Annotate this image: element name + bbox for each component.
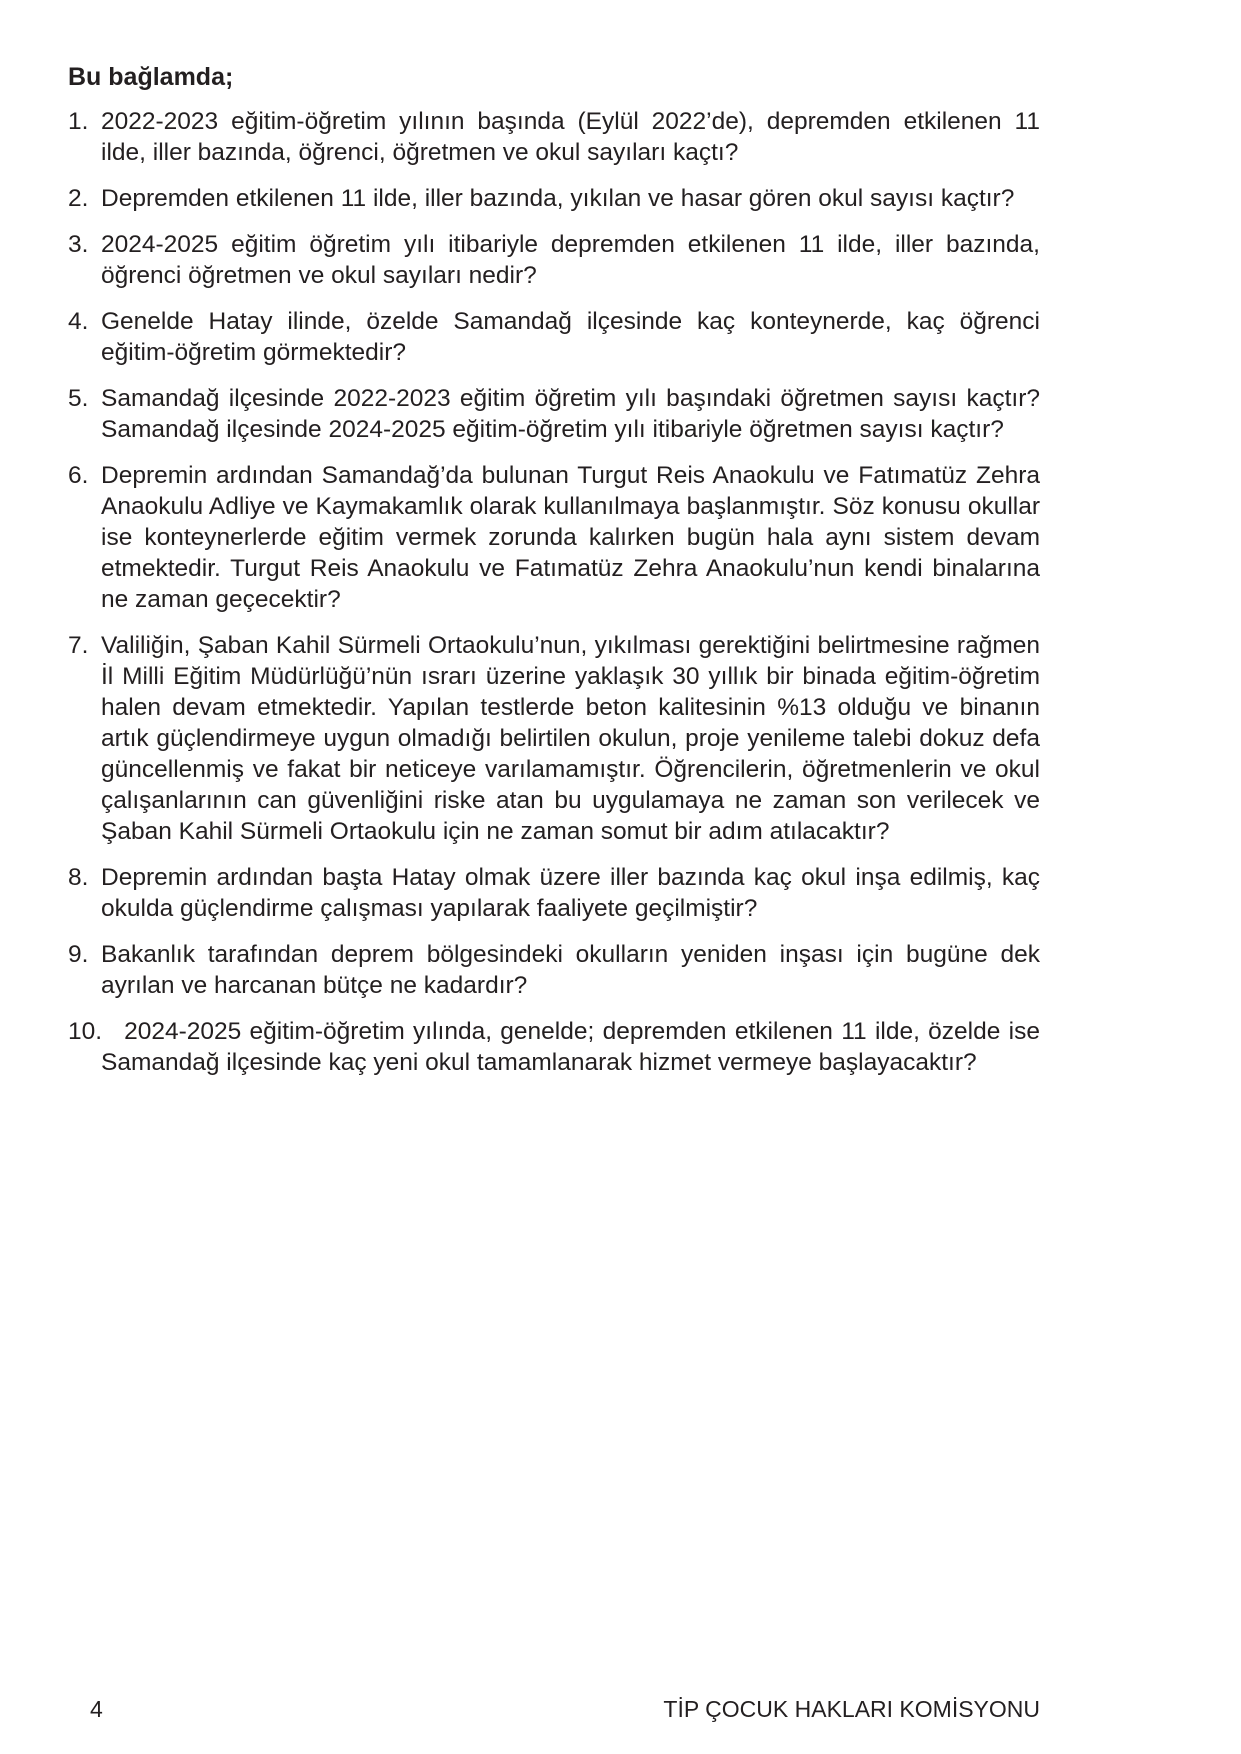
question-text: Bakanlık tarafından deprem bölgesindeki okulların yeniden inşası için bugüne dek ayrılan ve harcanan bütçe ne kadardır? xyxy=(101,941,1040,999)
question-text: 2024-2025 eğitim-öğretim yılında, genelde; depremden etkilenen 11 ilde, özelde ise Samandağ ilçesinde kaç yeni okul tamamlanarak hizmet vermeye başlayacaktır? xyxy=(101,1018,1040,1076)
question-text: Depremin ardından Samandağ’da bulunan Turgut Reis Anaokulu ve Fatımatüz Zehra Anaokulu Adliye ve Kaymakamlık olarak kullanılmaya başlanmıştır. Söz konusu okullar ise konteynerlerde eğitim vermek zorunda kalırken bugün hala aynı sistem devam etmektedir. Turgut Reis Anaokulu ve Fatımatüz Zehra Anaokulu’nun kendi binalarına ne zaman geçecektir? xyxy=(101,462,1040,613)
question-item xyxy=(68,383,1040,445)
question-number: 2. xyxy=(68,185,89,212)
section-heading: Bu bağlamda; xyxy=(68,63,234,91)
document-page xyxy=(68,60,1040,1093)
question-number: 1. xyxy=(68,108,89,135)
question-number: 4. xyxy=(68,308,89,335)
question-number: 8. xyxy=(68,864,89,891)
question-number: 6. xyxy=(68,462,89,489)
question-text: 2024-2025 eğitim öğretim yılı itibariyle depremden etkilenen 11 ilde, iller bazında, öğrenci öğretmen ve okul sayıları nedir? xyxy=(101,231,1040,289)
question-number: 9. xyxy=(68,941,89,968)
question-text: Valiliğin, Şaban Kahil Sürmeli Ortaokulu’nun, yıkılması gerektiğini belirtmesine rağmen İl Milli Eğitim Müdürlüğü’nün ısrarı üzerine yaklaşık 30 yıllık bir binada eğitim-öğretim halen devam etmektedir. Yapılan testlerde beton kalitesinin %13 olduğu ve binanın artık güçlendirmeye uygun olmadığı belirtilen okulun, proje yenileme talebi dokuz defa güncellenmiş ve fakat bir neticeye varılamamıştır. Öğrencilerin, öğretmenlerin ve okul çalışanlarının can güvenliğini riske atan bu uygulamaya ne zaman son verilecek ve Şaban Kahil Sürmeli Ortaokulu için ne zaman somut bir adım atılacaktır? xyxy=(101,632,1040,845)
question-number: 10. xyxy=(68,1018,103,1045)
page-number: 4 xyxy=(90,1696,103,1722)
footer-title: TİP ÇOCUK HAKLARI KOMİSYONU xyxy=(663,1696,1040,1722)
question-item xyxy=(68,630,1040,847)
question-item xyxy=(68,306,1040,368)
question-item xyxy=(68,939,1040,1001)
question-list xyxy=(68,106,1040,1078)
page-footer xyxy=(90,1696,1040,1726)
question-number: 7. xyxy=(68,632,89,659)
question-text: Depremden etkilenen 11 ilde, iller bazında, yıkılan ve hasar gören okul sayısı kaçtır? xyxy=(101,185,1015,212)
question-item xyxy=(68,862,1040,924)
question-text: Genelde Hatay ilinde, özelde Samandağ ilçesinde kaç konteynerde, kaç öğrenci eğitim-öğretim görmektedir? xyxy=(101,308,1040,366)
question-item xyxy=(68,106,1040,168)
question-number: 5. xyxy=(68,385,89,412)
question-item xyxy=(68,183,1040,214)
question-text: Depremin ardından başta Hatay olmak üzere iller bazında kaç okul inşa edilmiş, kaç okulda güçlendirme çalışması yapılarak faaliyete geçilmiştir? xyxy=(101,864,1040,922)
question-item xyxy=(68,460,1040,615)
question-text: Samandağ ilçesinde 2022-2023 eğitim öğretim yılı başındaki öğretmen sayısı kaçtır? Samandağ ilçesinde 2024-2025 eğitim-öğretim yılı itibariyle öğretmen sayısı kaçtır? xyxy=(101,385,1040,443)
question-item xyxy=(68,229,1040,291)
question-text: 2022-2023 eğitim-öğretim yılının başında (Eylül 2022’de), depremden etkilenen 11 ilde, iller bazında, öğrenci, öğretmen ve okul sayıları kaçtı? xyxy=(101,108,1040,166)
question-number: 3. xyxy=(68,231,89,258)
question-item xyxy=(68,1016,1040,1078)
